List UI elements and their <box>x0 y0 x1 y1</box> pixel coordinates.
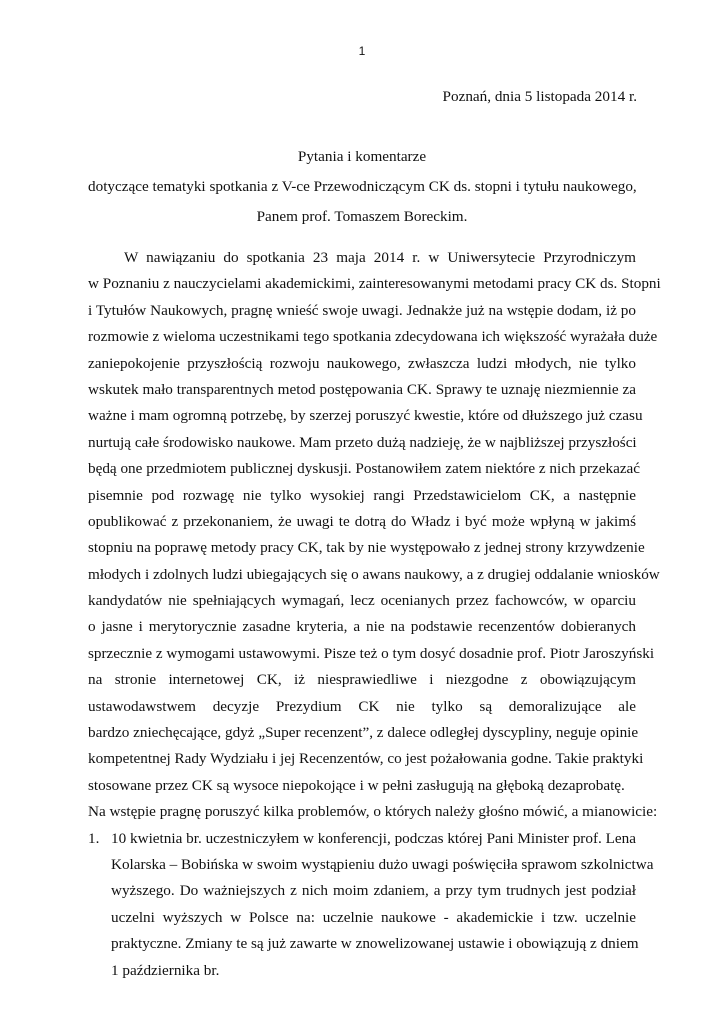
list-item-line: Kolarska – Bobińska w swoim wystąpieniu dużo uwagi poświęciła sprawom szkolnictwa <box>111 855 654 873</box>
text-line: ważne i mam ogromną potrzebę, by szerzej poruszyć kwestie, które od dłuższego już czasu <box>88 407 643 425</box>
list-item-number: 1. <box>88 829 100 847</box>
text-line: na stronie internetowej CK, iż niesprawiedliwe i niezgodne z obowiązującym <box>88 671 636 689</box>
text-line: opublikować z przekonaniem, że uwagi te dotrą do Władz i być może wpłyną w jakimś <box>88 512 636 530</box>
document-date: Poznań, dnia 5 listopada 2014 r. <box>442 88 637 105</box>
document-body <box>88 245 661 984</box>
text-line: stosowane przez CK są wysoce niepokojące i w pełni zasługują na głęboką dezaprobatę. <box>88 776 625 794</box>
text-line: pisemnie pod rozwagę nie tylko wysokiej rangi Przedstawicielom CK, a następnie <box>88 486 636 504</box>
text-line: będą one przedmiotem publicznej dyskusji. Postanowiłem zatem niektóre z nich przekazać <box>88 460 641 478</box>
text-line: nurtują całe środowisko naukowe. Mam przeto dużą nadzieję, że w najbliższej przyszłości <box>88 433 637 451</box>
list-item <box>88 826 654 984</box>
text-line: i Tytułów Naukowych, pragnę wnieść swoje uwagi. Jednakże już na wstępie dodam, iż po <box>88 301 636 319</box>
text-line: bardzo zniechęcające, gdyż „Super recenzent”, z dalece odległej dyscypliny, neguje opinie <box>88 724 639 742</box>
text-line: zaniepokojenie przyszłością rozwoju naukowego, zwłaszcza ludzi młodych, nie tylko <box>88 354 636 372</box>
page-number: 1 <box>358 44 366 58</box>
title-line: Pytania i komentarze <box>297 148 427 165</box>
text-line: stopniu na poprawę metody pracy CK, tak by nie występowało z jednej strony krzywdzenie <box>88 539 645 557</box>
list-item-line: uczelni wyższych w Polsce na: uczelnie naukowe - akademickie i tzw. uczelnie <box>111 908 636 926</box>
text-line: sprzecznie z wymogami ustawowymi. Pisze też o tym dosyć dosadnie prof. Piotr Jaroszyński <box>88 644 655 662</box>
intro-line: Na wstępie pragnę poruszyć kilka problemów, o których należy głośno mówić, a mianowicie: <box>88 803 658 821</box>
title-line: dotyczące tematyki spotkania z V-ce Przewodniczącym CK ds. stopni i tytułu naukowego, <box>88 178 637 195</box>
text-line: wskutek mało transparentnych metod postępowania CK. Sprawy te uznaję niezmiennie za <box>88 380 636 398</box>
text-line: młodych i zdolnych ludzi ubiegających się o awans naukowy, a z drugiej oddalanie wniosków <box>88 565 660 583</box>
text-line: w Poznaniu z nauczycielami akademickimi, zainteresowanymi metodami pracy CK ds. Stopni <box>88 275 661 293</box>
list-item-line: 1 października br. <box>111 961 220 979</box>
text-line: W nawiązaniu do spotkania 23 maja 2014 r. w Uniwersytecie Przyrodniczym <box>124 249 636 266</box>
text-line: o jasne i merytorycznie zasadne kryteria, a nie na podstawie recenzentów dobieranych <box>88 618 636 636</box>
text-line: kandydatów nie spełniających wymagań, lecz ocenianych przez fachowców, w oparciu <box>88 592 636 610</box>
list-item-line: 10 kwietnia br. uczestniczyłem w konferencji, podczas której Pani Minister prof. Lena <box>111 829 636 847</box>
document-title <box>88 142 636 232</box>
list-item-line: wyższego. Do ważniejszych z nich moim zdaniem, a przy tym trudnych jest podział <box>111 882 636 900</box>
list-item-line: praktyczne. Zmiany te są już zawarte w znowelizowanej ustawie i obowiązują z dniem <box>111 935 639 953</box>
text-line: rozmowie z wieloma uczestnikami tego spotkania zdecydowana ich większość wyrażała duże <box>88 328 658 346</box>
text-line: kompetentnej Rady Wydziału i jej Recenzentów, co jest pożałowania godne. Takie praktyki <box>88 750 644 768</box>
text-line: ustawodawstwem decyzje Prezydium CK nie tylko są demoralizujące ale <box>88 697 636 715</box>
main-paragraph <box>88 245 661 799</box>
title-line: Panem prof. Tomaszem Boreckim. <box>256 208 468 225</box>
